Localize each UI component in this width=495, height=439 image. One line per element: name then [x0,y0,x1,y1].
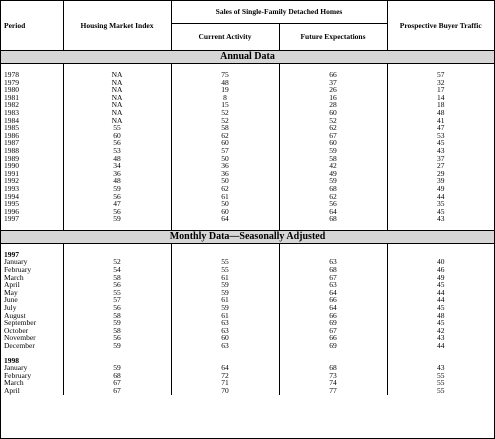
buyer-traffic-cell: 45 [387,139,494,147]
period-cell: 1997 [4,214,19,224]
buyer-traffic-cell: 57 [387,71,494,79]
buyer-traffic-cell: 55 [387,379,494,387]
header-sales-group: Sales of Single-Family Detached Homes [171,1,387,24]
current-activity-cell: 64 [171,364,279,372]
housing-index-cell: 55 [63,289,171,297]
table-row [1,289,494,297]
year-label: 1997 [4,249,19,259]
current-activity-cell: 57 [171,147,279,155]
future-expectations-cell: 64 [279,208,387,216]
housing-index-cell: 36 [63,170,171,178]
current-activity-cell: 59 [171,281,279,289]
housing-index-cell: 60 [63,132,171,140]
future-expectations-cell: 28 [279,101,387,109]
period-cell: 1995 [4,199,19,209]
section-title: Annual Data [1,51,494,64]
period-cell: October [4,325,29,335]
housing-index-cell: 67 [63,379,171,387]
buyer-traffic-cell: 44 [387,296,494,304]
period-cell: 1996 [4,206,19,216]
table-row [1,101,494,109]
section-monthly-data [1,230,494,243]
current-activity-cell: 60 [171,334,279,342]
housing-index-cell: 59 [63,215,171,223]
period-cell: November [4,333,36,343]
table-row [1,274,494,282]
table-row [1,177,494,185]
table-row [1,208,494,216]
housing-index-cell: 55 [63,124,171,132]
buyer-traffic-cell: 55 [387,372,494,380]
future-expectations-cell: 68 [279,185,387,193]
buyer-traffic-cell: 45 [387,304,494,312]
period-cell: April [4,280,20,290]
future-expectations-cell: 69 [279,342,387,350]
table-row [1,372,494,380]
housing-index-cell: NA [63,79,171,87]
housing-index-cell: 54 [63,266,171,274]
period-cell: June [4,295,18,305]
table-row [1,193,494,201]
current-activity-cell: 62 [171,132,279,140]
header-future-expectations: Future Expectations [279,24,387,51]
table-row [1,327,494,335]
future-expectations-cell: 64 [279,304,387,312]
current-activity-cell: 60 [171,139,279,147]
table-row [1,155,494,163]
current-activity-cell: 52 [171,117,279,125]
period-cell: 1983 [4,107,19,117]
housing-index-cell: 57 [63,296,171,304]
period-cell: 1979 [4,77,19,87]
housing-index-cell: 52 [63,258,171,266]
housing-index-cell: 59 [63,319,171,327]
period-cell: 1984 [4,115,19,125]
future-expectations-cell: 69 [279,319,387,327]
table-row [1,71,494,79]
table-row [1,379,494,387]
housing-index-cell: 68 [63,372,171,380]
buyer-traffic-cell: 42 [387,327,494,335]
year-label-row [1,357,494,365]
current-activity-cell: 15 [171,101,279,109]
future-expectations-cell: 67 [279,132,387,140]
future-expectations-cell: 68 [279,215,387,223]
header-buyer-traffic: Prospective Buyer Traffic [387,1,494,51]
period-cell: January [4,257,28,267]
current-activity-cell: 36 [171,162,279,170]
current-activity-cell: 55 [171,258,279,266]
period-cell: 1987 [4,138,19,148]
current-activity-cell: 8 [171,94,279,102]
buyer-traffic-cell: 43 [387,364,494,372]
table-row [1,139,494,147]
future-expectations-cell: 49 [279,170,387,178]
housing-index-cell: NA [63,71,171,79]
future-expectations-cell: 59 [279,177,387,185]
housing-index-cell: 56 [63,281,171,289]
housing-index-cell: 59 [63,364,171,372]
buyer-traffic-cell: 55 [387,387,494,395]
housing-index-cell: 48 [63,177,171,185]
current-activity-cell: 59 [171,304,279,312]
period-cell: September [4,318,37,328]
buyer-traffic-cell: 43 [387,147,494,155]
current-activity-cell: 61 [171,296,279,304]
buyer-traffic-cell: 45 [387,319,494,327]
buyer-traffic-cell: 17 [387,86,494,94]
table-row [1,86,494,94]
table-row [1,132,494,140]
table-row [1,117,494,125]
buyer-traffic-cell: 48 [387,312,494,320]
housing-index-cell: 47 [63,200,171,208]
header-period: Period [4,20,26,30]
future-expectations-cell: 59 [279,147,387,155]
spacer-row [1,350,494,357]
current-activity-cell: 60 [171,208,279,216]
table-row [1,334,494,342]
table-row [1,342,494,350]
year-label-row [1,251,494,259]
housing-index-cell: 67 [63,387,171,395]
period-cell: 1989 [4,153,19,163]
housing-index-cell: 59 [63,185,171,193]
buyer-traffic-cell: 18 [387,101,494,109]
future-expectations-cell: 63 [279,281,387,289]
period-cell: 1978 [4,70,19,79]
buyer-traffic-cell: 35 [387,200,494,208]
buyer-traffic-cell: 49 [387,274,494,282]
table-row [1,364,494,372]
current-activity-cell: 61 [171,274,279,282]
future-expectations-cell: 42 [279,162,387,170]
current-activity-cell: 72 [171,372,279,380]
buyer-traffic-cell: 27 [387,162,494,170]
future-expectations-cell: 52 [279,117,387,125]
housing-index-cell: NA [63,117,171,125]
period-cell: 1993 [4,183,19,193]
future-expectations-cell: 26 [279,86,387,94]
buyer-traffic-cell: 32 [387,79,494,87]
buyer-traffic-cell: 49 [387,185,494,193]
current-activity-cell: 71 [171,379,279,387]
table-row [1,162,494,170]
current-activity-cell: 50 [171,155,279,163]
current-activity-cell: 63 [171,327,279,335]
buyer-traffic-cell: 39 [387,177,494,185]
future-expectations-cell: 67 [279,327,387,335]
table-row [1,147,494,155]
future-expectations-cell: 66 [279,71,387,79]
current-activity-cell: 61 [171,312,279,320]
spacer-row [1,243,494,251]
period-cell: 1982 [4,100,19,110]
period-cell: 1986 [4,130,19,140]
table-row [1,185,494,193]
current-activity-cell: 50 [171,200,279,208]
buyer-traffic-cell: 44 [387,342,494,350]
future-expectations-cell: 58 [279,155,387,163]
future-expectations-cell: 37 [279,79,387,87]
future-expectations-cell: 68 [279,266,387,274]
future-expectations-cell: 73 [279,372,387,380]
buyer-traffic-cell: 43 [387,334,494,342]
period-cell: April [4,385,20,395]
spacer-row [1,64,494,72]
current-activity-cell: 19 [171,86,279,94]
current-activity-cell: 59 [171,289,279,297]
future-expectations-cell: 66 [279,334,387,342]
table-row [1,387,494,395]
current-activity-cell: 50 [171,177,279,185]
buyer-traffic-cell: 45 [387,281,494,289]
table-row [1,170,494,178]
spacer-row [1,223,494,231]
buyer-traffic-cell: 14 [387,94,494,102]
future-expectations-cell: 60 [279,109,387,117]
buyer-traffic-cell: 37 [387,155,494,163]
period-cell: March [4,272,24,282]
buyer-traffic-cell: 40 [387,258,494,266]
buyer-traffic-cell: 47 [387,124,494,132]
period-cell: July [4,303,17,313]
current-activity-cell: 75 [171,71,279,79]
housing-index-cell: NA [63,94,171,102]
table-row [1,304,494,312]
current-activity-cell: 52 [171,109,279,117]
table-row [1,79,494,87]
current-activity-cell: 64 [171,215,279,223]
period-cell: August [4,310,26,320]
buyer-traffic-cell: 53 [387,132,494,140]
future-expectations-cell: 62 [279,193,387,201]
future-expectations-cell: 64 [279,289,387,297]
housing-index-cell: 56 [63,208,171,216]
housing-index-cell: 59 [63,342,171,350]
section-title: Monthly Data—Seasonally Adjusted [1,230,494,243]
current-activity-cell: 70 [171,387,279,395]
future-expectations-cell: 63 [279,258,387,266]
period-cell: 1992 [4,176,19,186]
current-activity-cell: 58 [171,124,279,132]
table-row [1,94,494,102]
buyer-traffic-cell: 44 [387,193,494,201]
table-row [1,258,494,266]
current-activity-cell: 55 [171,266,279,274]
current-activity-cell: 61 [171,193,279,201]
housing-index-cell: NA [63,109,171,117]
buyer-traffic-cell: 43 [387,215,494,223]
housing-index-cell: 56 [63,193,171,201]
future-expectations-cell: 56 [279,200,387,208]
table-row [1,266,494,274]
section-annual-data [1,51,494,64]
current-activity-cell: 63 [171,342,279,350]
table-row [1,281,494,289]
period-cell: 1988 [4,145,19,155]
period-cell: March [4,378,24,388]
housing-index-cell: 53 [63,147,171,155]
housing-index-cell: 56 [63,334,171,342]
period-cell: 1981 [4,92,19,102]
current-activity-cell: 62 [171,185,279,193]
table-row [1,296,494,304]
future-expectations-cell: 66 [279,312,387,320]
period-cell: 1990 [4,161,19,171]
buyer-traffic-cell: 45 [387,208,494,216]
housing-index-cell: 56 [63,304,171,312]
period-cell: 1994 [4,191,19,201]
header-current-activity: Current Activity [171,24,279,51]
period-cell: February [4,370,32,380]
table-row [1,124,494,132]
buyer-traffic-cell: 44 [387,289,494,297]
future-expectations-cell: 68 [279,364,387,372]
housing-index-cell: 48 [63,155,171,163]
housing-index-cell: 56 [63,139,171,147]
future-expectations-cell: 62 [279,124,387,132]
future-expectations-cell: 66 [279,296,387,304]
period-cell: May [4,287,18,297]
future-expectations-cell: 74 [279,379,387,387]
table-row [1,215,494,223]
period-cell: 1991 [4,168,19,178]
housing-index-cell: 58 [63,274,171,282]
future-expectations-cell: 16 [279,94,387,102]
future-expectations-cell: 67 [279,274,387,282]
housing-index-cell: 58 [63,312,171,320]
table-row [1,312,494,320]
housing-market-table [1,1,494,395]
buyer-traffic-cell: 41 [387,117,494,125]
table-row [1,109,494,117]
period-cell: 1980 [4,85,19,95]
housing-index-cell: NA [63,86,171,94]
current-activity-cell: 36 [171,170,279,178]
future-expectations-cell: 77 [279,387,387,395]
buyer-traffic-cell: 48 [387,109,494,117]
header-housing-index: Housing Market Index [63,1,171,51]
current-activity-cell: 48 [171,79,279,87]
future-expectations-cell: 60 [279,139,387,147]
table-row [1,319,494,327]
buyer-traffic-cell: 29 [387,170,494,178]
period-cell: 1985 [4,123,19,133]
current-activity-cell: 63 [171,319,279,327]
period-cell: December [4,341,35,350]
housing-index-cell: NA [63,101,171,109]
buyer-traffic-cell: 46 [387,266,494,274]
housing-index-cell: 34 [63,162,171,170]
period-cell: January [4,363,28,373]
table-row [1,200,494,208]
period-cell: February [4,265,32,275]
year-label: 1998 [4,355,19,365]
housing-index-cell: 58 [63,327,171,335]
